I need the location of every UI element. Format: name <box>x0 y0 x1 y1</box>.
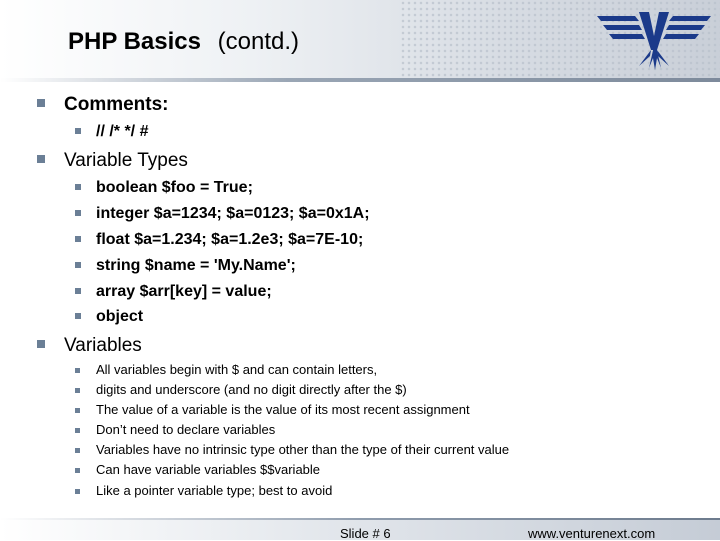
slide-title-main: PHP Basics <box>68 28 201 55</box>
bullet-marker <box>37 155 45 163</box>
list-item: Don’t need to declare variables <box>96 422 276 437</box>
list-item: boolean $foo = True; <box>96 179 253 196</box>
slide-title <box>68 28 299 56</box>
bullet-marker <box>75 210 81 216</box>
slide-title-suffix: (contd.) <box>217 28 300 55</box>
bullet-marker <box>75 313 81 319</box>
section-comments-heading: Comments: <box>64 94 169 115</box>
list-item: string $name = 'My.Name'; <box>96 257 296 274</box>
bullet-marker <box>75 468 80 473</box>
bullet-marker <box>75 128 81 134</box>
list-item: // /* */ # <box>96 123 149 140</box>
slide-number: Slide # 6 <box>340 526 391 541</box>
list-item: Like a pointer variable type; best to avoid <box>96 483 333 498</box>
bullet-marker <box>75 448 80 453</box>
winged-v-logo-icon <box>595 6 713 72</box>
section-variables-heading: Variables <box>64 335 142 356</box>
list-item: All variables begin with $ and can contain letters, <box>96 362 378 377</box>
bullet-marker <box>75 489 80 494</box>
bullet-marker <box>75 262 81 268</box>
bullet-marker <box>75 428 80 433</box>
bullet-marker <box>75 184 81 190</box>
list-item: Can have variable variables $$variable <box>96 462 321 477</box>
bullet-marker <box>37 99 45 107</box>
list-item: digits and underscore (and no digit directly after the $) <box>96 382 407 397</box>
section-variable-types-heading: Variable Types <box>64 150 188 171</box>
bullet-marker <box>75 408 80 413</box>
bullet-marker <box>75 236 81 242</box>
list-item: Variables have no intrinsic type other than the type of their current value <box>96 442 510 457</box>
bullet-marker <box>75 288 81 294</box>
list-item: object <box>96 308 144 325</box>
bullet-marker <box>37 340 45 348</box>
list-item: float $a=1.234; $a=1.2e3; $a=7E-10; <box>96 231 364 248</box>
bullet-marker <box>75 388 80 393</box>
list-item: integer $a=1234; $a=0123; $a=0x1A; <box>96 205 370 222</box>
footer-website: www.venturenext.com <box>528 526 656 541</box>
list-item: array $arr[key] = value; <box>96 283 272 300</box>
header-divider <box>0 78 720 82</box>
bullet-marker <box>75 368 80 373</box>
list-item: The value of a variable is the value of its most recent assignment <box>96 402 470 417</box>
